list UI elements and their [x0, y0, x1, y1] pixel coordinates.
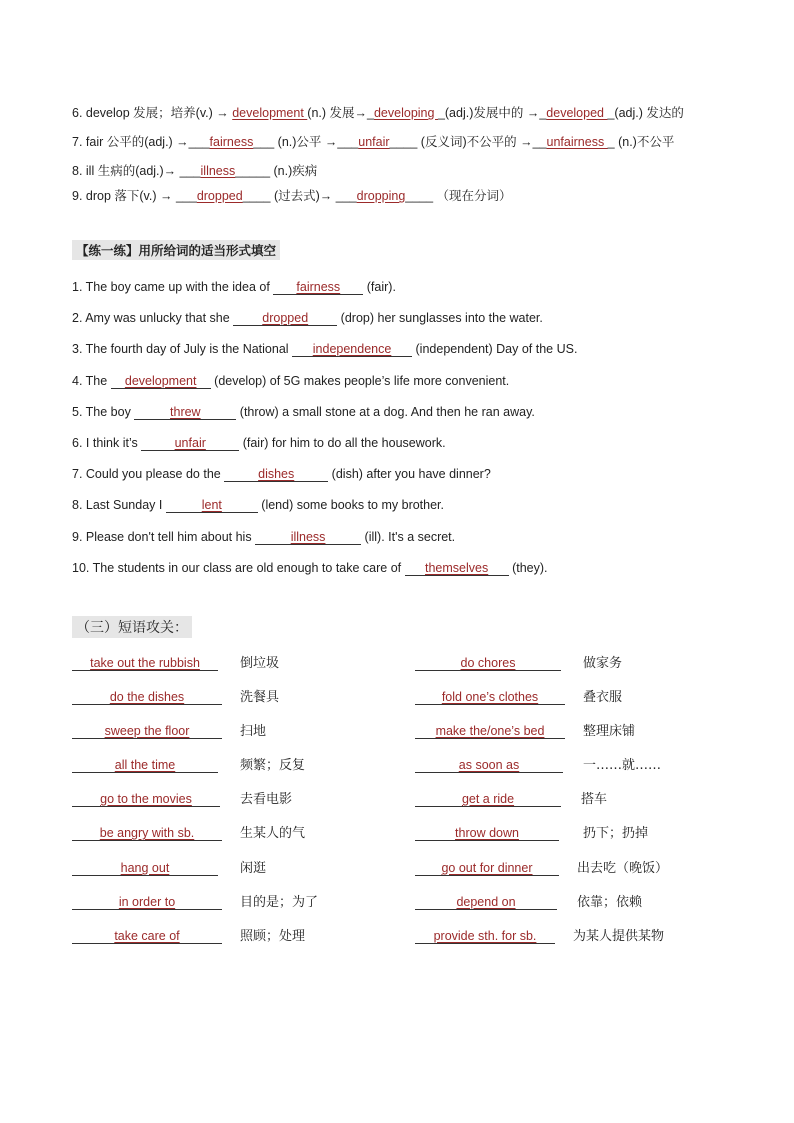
phrase-item	[72, 754, 305, 773]
word-form-line-6: 6. develop 发展；培养(v.) → development (n.) 发展→_developing _(adj.)发展中的 →_developed _(adj.) 发达的	[72, 106, 684, 120]
phrase-meaning: 出去吃（晚饭）	[577, 861, 669, 876]
phrase-meaning: 搭车	[581, 792, 608, 807]
practice-heading: 【练一练】用所给词的适当形式填空	[72, 240, 280, 260]
phrase-item	[415, 754, 661, 773]
answer: dropped	[196, 189, 243, 203]
phrase-item	[415, 925, 664, 944]
phrase-item	[72, 822, 305, 841]
exercise-6: 6. I think it’s unfair (fair) for him to do all the housework.	[72, 436, 446, 450]
answer: developing	[373, 106, 438, 120]
answer-blank: independence	[292, 342, 412, 357]
phrase-answer: depend on	[415, 895, 557, 910]
phrase-answer: hang out	[72, 861, 218, 876]
phrase-item	[72, 891, 318, 910]
phrase-answer: sweep the floor	[72, 724, 222, 739]
phrase-answer: take care of	[72, 929, 222, 944]
answer: dropping	[356, 189, 406, 203]
phrase-meaning: 整理床铺	[583, 724, 636, 739]
phrase-meaning: 依靠；依赖	[577, 895, 643, 910]
answer: fairness	[209, 135, 254, 149]
answer: developed	[546, 106, 608, 120]
phrase-answer: all the time	[72, 758, 218, 773]
answer-blank: lent	[166, 498, 258, 513]
phrase-answer: go to the movies	[72, 792, 220, 807]
phrase-meaning: 扫地	[240, 724, 267, 739]
phrase-item	[72, 686, 279, 705]
phrase-answer: be angry with sb.	[72, 826, 222, 841]
answer-blank: development	[111, 374, 211, 389]
phrase-meaning: 频繁；反复	[240, 758, 306, 773]
phrase-meaning: 扔下；扔掉	[583, 826, 649, 841]
phrase-item	[415, 652, 622, 671]
phrase-meaning: 倒垃圾	[240, 656, 280, 671]
phrase-meaning: 目的是；为了	[240, 895, 319, 910]
phrase-item	[415, 720, 635, 739]
phrase-answer: do the dishes	[72, 690, 222, 705]
exercise-7: 7. Could you please do the dishes (dish) after you have dinner?	[72, 467, 491, 481]
exercise-4: 4. The development (develop) of 5G makes people’s life more convenient.	[72, 374, 510, 388]
phrase-meaning: 照顾；处理	[240, 929, 306, 944]
phrase-item	[415, 686, 622, 705]
exercise-8: 8. Last Sunday I lent (lend) some books to my brother.	[72, 498, 445, 512]
phrase-item	[415, 822, 648, 841]
phrase-answer: take out the rubbish	[72, 656, 218, 671]
phrase-item	[415, 788, 607, 807]
phrase-answer: in order to	[72, 895, 222, 910]
exercise-10: 10. The students in our class are old enough to take care of themselves (they).	[72, 561, 548, 575]
phrase-meaning: 去看电影	[240, 792, 293, 807]
answer: illness	[200, 164, 236, 178]
phrases-heading: （三）短语攻关：	[72, 616, 192, 638]
phrase-item	[72, 652, 279, 671]
answer-blank: themselves	[405, 561, 509, 576]
answer-blank: unfair	[141, 436, 239, 451]
answer: development	[232, 106, 308, 120]
answer-blank: threw	[134, 405, 236, 420]
answer-blank: illness	[255, 530, 361, 545]
phrase-answer: as soon as	[415, 758, 563, 773]
phrase-answer: do chores	[415, 656, 561, 671]
answer-blank: dishes	[224, 467, 328, 482]
phrase-answer: go out for dinner	[415, 861, 559, 876]
phrase-item	[415, 857, 668, 876]
word-form-line-9: 9. drop 落下(v.) → ___dropped____ (过去式)→ ___dropping____ （现在分词）	[72, 189, 512, 203]
answer-blank: dropped	[233, 311, 337, 326]
phrase-meaning: 洗餐具	[240, 690, 280, 705]
word-form-line-8: 8. ill 生病的(adj.)→ ___illness_____ (n.)疾病	[72, 164, 318, 178]
phrase-meaning: 生某人的气	[240, 826, 306, 841]
phrase-meaning: 做家务	[583, 656, 623, 671]
phrase-item	[72, 788, 292, 807]
phrase-item	[415, 891, 642, 910]
exercise-5: 5. The boy threw (throw) a small stone at a dog. And then he ran away.	[72, 405, 535, 419]
phrase-answer: throw down	[415, 826, 559, 841]
exercise-9: 9. Please don't tell him about his illness (ill). It's a secret.	[72, 530, 456, 544]
phrase-meaning: 为某人提供某物	[573, 929, 665, 944]
exercise-2: 2. Amy was unlucky that she dropped (drop) her sunglasses into the water.	[72, 311, 543, 325]
answer: unfairness	[546, 135, 608, 149]
exercise-1: 1. The boy came up with the idea of fairness (fair).	[72, 280, 396, 294]
answer-blank: fairness	[273, 280, 363, 295]
phrase-answer: provide sth. for sb.	[415, 929, 555, 944]
answer: unfair	[358, 135, 390, 149]
phrase-answer: get a ride	[415, 792, 561, 807]
phrase-item	[72, 720, 266, 739]
phrase-meaning: 一……就……	[583, 758, 662, 773]
phrase-item	[72, 925, 305, 944]
phrase-answer: fold one’s clothes	[415, 690, 565, 705]
phrase-item	[72, 857, 266, 876]
phrase-answer: make the/one’s bed	[415, 724, 565, 739]
exercise-3: 3. The fourth day of July is the National independence (independent) Day of the US.	[72, 342, 578, 356]
phrase-meaning: 叠衣服	[583, 690, 623, 705]
word-form-line-7: 7. fair 公平的(adj.) →___fairness___ (n.)公平 →___unfair____ (反义词)不公平的 →__unfairness _ (n.)不公平	[72, 135, 675, 149]
phrase-meaning: 闲逛	[240, 861, 267, 876]
